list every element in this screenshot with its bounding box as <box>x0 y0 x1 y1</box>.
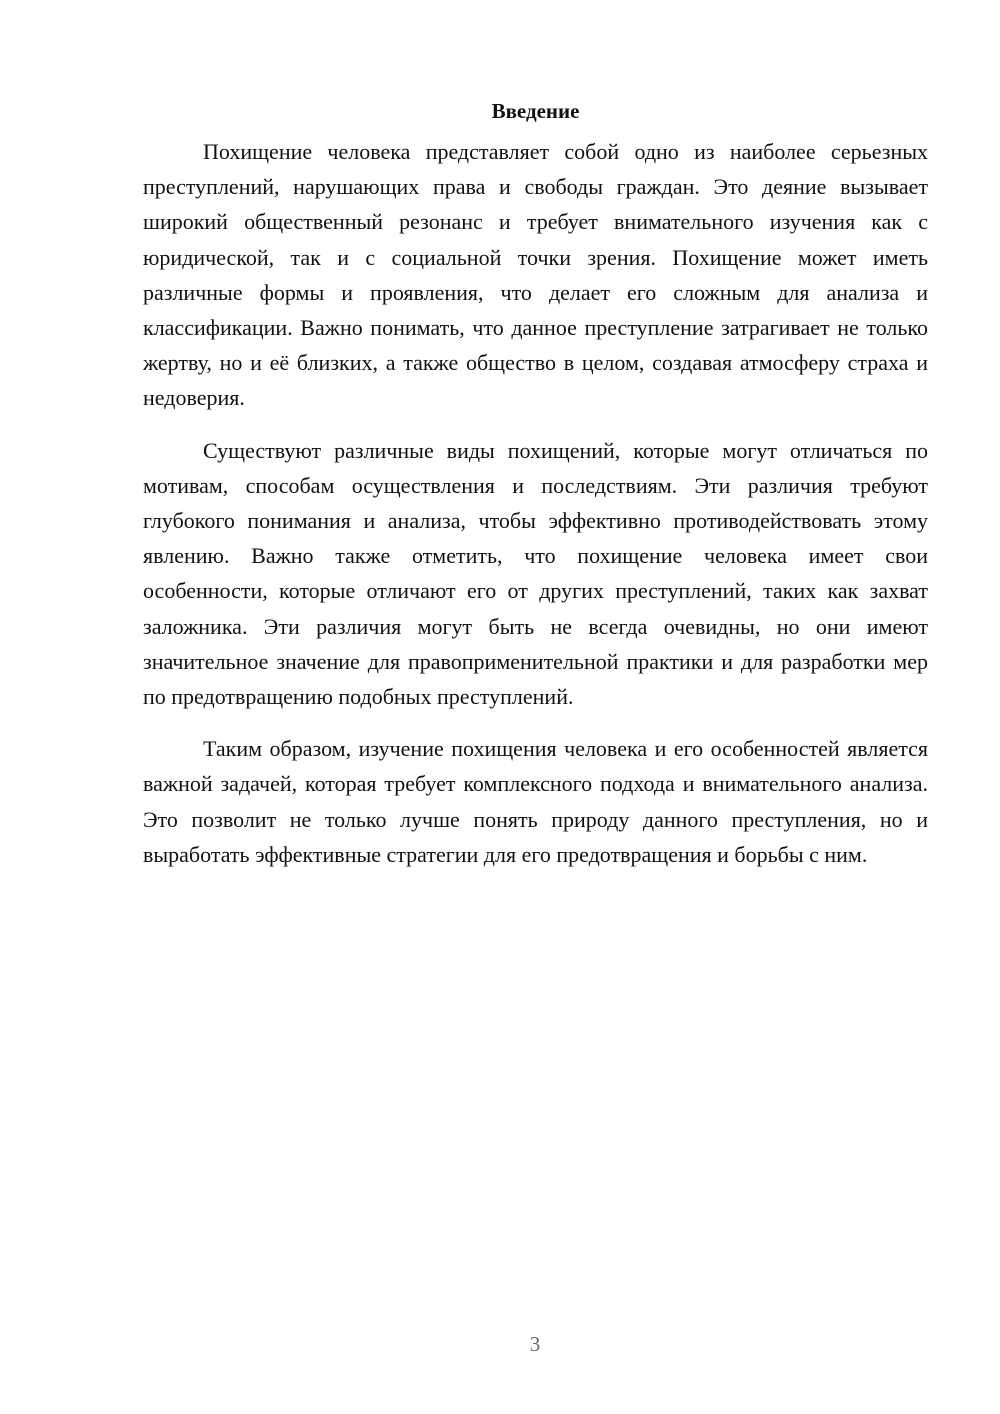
paragraph-1: Похищение человека представляет собой одно из наиболее серьезных преступлений, нарушающих права и свободы граждан. Это деяние вызывает широкий общественный резонанс и требует внимательного изучения как с юридической, так и с социальной точки зрения. Похищение может иметь различные формы и проявления, что делает его сложным для анализа и классификации. Важно понимать, что данное преступление затрагивает не только жертву, но и её близких, а также общество в целом, создавая атмосферу страха и недоверия. <box>143 139 928 411</box>
paragraph-3: Таким образом, изучение похищения человека и его особенностей является важной задачей, которая требует комплексного подхода и внимательного анализа. Это позволит не только лучше понять природу данного преступления, но и выработать эффективные стратегии для его предотвращения и борьбы с ним. <box>143 736 928 867</box>
paragraph-2: Существуют различные виды похищений, которые могут отличаться по мотивам, способам осуществления и последствиям. Эти различия требуют глубокого понимания и анализа, чтобы эффективно противодействовать этому явлению. Важно также отметить, что похищение человека имеет свои особенности, которые отличают его от других преступлений, таких как захват заложника. Эти различия могут быть не всегда очевидны, но они имеют значительное значение для правоприменительной практики и для разработки мер по предотвращению подобных преступлений. <box>143 437 928 710</box>
page-content <box>143 96 928 889</box>
section-title: Введение <box>491 99 580 123</box>
page-number: 3 <box>529 1332 541 1356</box>
